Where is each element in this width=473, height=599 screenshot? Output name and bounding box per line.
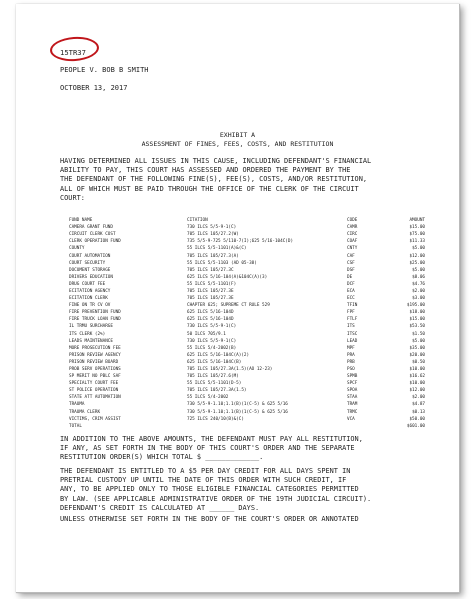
cell-fund-name: ECITATION CLERK: [69, 296, 108, 302]
cell-amount: $25.00: [409, 260, 425, 266]
cell-amount: $53.50: [409, 324, 425, 330]
case-number: 15TR37: [60, 48, 86, 57]
table-row: [69, 401, 425, 408]
exhibit-title: ASSESSMENT OF FINES, FEES, COSTS, AND RESTITUTION: [141, 140, 334, 148]
cell-citation: 730 ILCS 5/5-9-1(C): [187, 324, 237, 330]
cell-code: FPF: [347, 310, 355, 316]
restitution-paragraph: IN ADDITION TO THE ABOVE AMOUNTS, THE DEFENDANT MUST PAY ALL RESTITUTION, IF ANY, AS SET FORTH IN THE BODY OF THIS COURT'S ORDER AND THE SEPARATE RESTITUTION ORDER(S) WHICH TOTAL $ _____________.: [60, 435, 363, 462]
cell-fund-name: COURT SECURITY: [69, 260, 106, 266]
cell-code: ITS: [347, 324, 355, 330]
cell-amount: $18.00: [409, 310, 425, 316]
cell-citation: 705 ILCS 105/27.3E: [187, 288, 234, 294]
fees-table-body: [69, 224, 425, 430]
cell-citation: 705 ILCS 105/27.3A(1.5)(AO 12-23): [187, 367, 273, 373]
cell-fund-name: FIRE TRUCK LOAN FUND: [69, 317, 121, 323]
cell-code: MPF: [347, 345, 355, 351]
table-row: [69, 366, 425, 373]
cell-code: SPCF: [347, 381, 358, 387]
cell-fund-name: SP MERIT NO PBLC SAF: [69, 374, 121, 380]
cell-citation: CHAPTER 625; SUPREME CT RULE 529: [187, 303, 270, 309]
table-row: [69, 387, 425, 394]
cell-code: SPOA: [347, 388, 358, 394]
cell-amount: $20.00: [409, 352, 425, 358]
cell-fund-name: PRISON REVIEW AGENCY: [69, 352, 121, 358]
table-row: [69, 245, 425, 252]
cell-citation: 55 ILCS 5/5-1103 (AD 05-38): [187, 260, 257, 266]
table-row: [69, 238, 425, 245]
cell-fund-name: LEADS MAINTENANCE: [69, 338, 113, 344]
cell-fund-name: ECITATION AGENCY: [69, 288, 111, 294]
cell-code: SPMB: [347, 374, 358, 380]
cell-fund-name: IL TRMU SURCHARGE: [69, 324, 113, 330]
cell-code: TFIN: [347, 303, 358, 309]
cell-citation: 55 ILCS 5/5-1101(D-5): [187, 381, 242, 387]
cell-fund-name: FINE ON TR CV OV: [69, 303, 111, 309]
people-line: PEOPLE V. BOB B SMITH: [60, 66, 149, 74]
table-header-row: [69, 217, 425, 224]
table-row: [69, 224, 425, 231]
cell-amount: $15.00: [409, 317, 425, 323]
cell-amount: $10.00: [409, 381, 425, 387]
cell-citation: 705 ILCS 105/27.3E: [187, 296, 234, 302]
cell-code: PRB: [347, 359, 355, 365]
cell-citation: 730 5/5-9-1.10;1.1(B)(1(C-5) & 625 5/16: [187, 402, 288, 408]
cell-code: PSO: [347, 367, 355, 373]
cell-amount: $35.00: [409, 345, 425, 351]
cell-citation: 705 ILCS 105/27.2(W): [187, 232, 239, 238]
cell-code: TRMC: [347, 409, 358, 415]
table-row: [69, 323, 425, 330]
cell-citation: 735 5/5-9-725 5/110-7(I);625 5/16-104C(D): [187, 239, 294, 245]
cell-citation: 55 ILCS 5/4-2002: [187, 395, 229, 401]
cell-amount: $15.00: [409, 225, 425, 231]
cell-fund-name: CLERK OPERATION FUND: [69, 239, 121, 245]
cell-fund-name: CIRCUIT CLERK COST: [69, 232, 116, 238]
cell-citation: 55 ILCS 5/4-2002(B): [187, 345, 237, 351]
cell-code: VCA: [347, 416, 355, 422]
table-row: [69, 231, 425, 238]
intro-paragraph: HAVING DETERMINED ALL ISSUES IN THIS CAUSE, INCLUDING DEFENDANT'S FINANCIAL ABILITY TO PAY, THIS COURT HAS ASSESSED AND ORDERED THE PAYMENT BY THE THE DEFENDANT OF THE FOLLOWING FINE(S), FEE(S), COSTS, AND/OR RESTITUTION, ALL OF WHICH MUST BE PAID THROUGH THE OFFICE OF THE CLERK OF THE CIRCUIT COURT:: [60, 157, 372, 202]
cell-code: DSF: [347, 267, 355, 273]
cell-citation: 730 ILCS 5/5-9-1(C): [187, 225, 237, 231]
header-citation: CITATION: [187, 218, 208, 224]
cell-amount: $50.00: [409, 416, 425, 422]
cell-code: TRAM: [347, 402, 358, 408]
table-row: [69, 252, 425, 259]
cell-amount: $10.00: [409, 367, 425, 373]
cell-fund-name: VICTIMS, CRIM ASSIST: [69, 416, 121, 422]
cell-amount: $5.00: [412, 267, 425, 273]
table-row: [69, 295, 425, 302]
cell-citation: 625 ILCS 5/16-104C(B): [187, 359, 242, 365]
cell-amount: $1.50: [412, 331, 425, 337]
cell-fund-name: TOTAL: [69, 423, 82, 429]
cell-code: ECA: [347, 288, 355, 294]
cell-amount: $4.76: [412, 281, 425, 287]
cell-code: PRA: [347, 352, 355, 358]
cell-fund-name: COUNTY: [69, 246, 85, 252]
cell-amount: $2.00: [412, 288, 425, 294]
header-amount: AMOUNT: [409, 218, 425, 224]
cell-fund-name: TRAUMA: [69, 402, 85, 408]
cell-code: STAA: [347, 395, 358, 401]
cell-amount: $195.00: [406, 303, 425, 309]
cell-citation: 625 ILCS 5/16-104(A)&104C(A)(3): [187, 274, 268, 280]
table-row: [69, 373, 425, 380]
cell-citation: 725 ILCS 240/10(B)&(C): [187, 416, 244, 422]
cell-amount: $0.50: [412, 359, 425, 365]
table-row: [69, 409, 425, 416]
cell-code: COAF: [347, 239, 358, 245]
table-row: [69, 267, 425, 274]
table-row: [69, 394, 425, 401]
table-row: [69, 309, 425, 316]
cell-fund-name: DOCUMENT STORAGE: [69, 267, 111, 273]
cell-amount: $12.00: [409, 253, 425, 259]
table-row: [69, 331, 425, 338]
cell-fund-name: ITS CLERK (2%): [69, 331, 106, 337]
cell-citation: 625 ILCS 5/16-104D: [187, 317, 234, 323]
cell-code: CAMR: [347, 225, 358, 231]
cell-amount: $4.87: [412, 402, 425, 408]
cell-code: ECC: [347, 296, 355, 302]
credit-paragraph: THE DEFENDANT IS ENTITLED TO A $5 PER DAY CREDIT FOR ALL DAYS SPENT IN PRETRIAL CUSTODY UP UNTIL THE DATE OF THIS ORDER WITH SUCH CREDIT, IF ANY, TO BE APPLIED ONLY TO THOSE ELIGIBLE FINANCIAL CATEGORIES PERMITTED BY LAW. (SEE APPLICABLE ADMINISTRATIVE ORDER OF THE 19TH JUDICIAL CIRCUIT). DEFENDANT'S CREDIT IS CALCULATED AT ______ DAYS.: [60, 467, 372, 512]
cell-fund-name: PROB SERV OPERATIONS: [69, 367, 121, 373]
table-row: [69, 345, 425, 352]
cell-code: CNTY: [347, 246, 358, 252]
cell-amount: $3.00: [412, 296, 425, 302]
cell-code: LEAD: [347, 338, 358, 344]
header-code: CODE: [347, 218, 358, 224]
cell-citation: 705 ILCS 105/27.3(A): [187, 253, 239, 259]
cell-citation: 705 ILCS 105/27.6(M): [187, 374, 239, 380]
cell-fund-name: DRIVERS EDUCATION: [69, 274, 113, 280]
table-row: [69, 380, 425, 387]
table-row: [69, 274, 425, 281]
cell-amount: $75.00: [409, 232, 425, 238]
cell-amount: $601.00: [406, 423, 425, 429]
table-row: [69, 302, 425, 309]
table-row: [69, 416, 425, 423]
table-row: [69, 338, 425, 345]
header-fund-name: FUND NAME: [69, 218, 93, 224]
cell-amount: $2.00: [412, 395, 425, 401]
cell-citation: 55 ILCS 5/5-1101(F): [187, 281, 237, 287]
cell-citation: 730 ILCS 5/5-9-1(C): [187, 338, 237, 344]
order-date: OCTOBER 13, 2017: [60, 84, 128, 92]
cell-amount: $11.33: [409, 239, 425, 245]
table-row: [69, 316, 425, 323]
table-row: [69, 288, 425, 295]
cell-amount: $16.62: [409, 374, 425, 380]
cell-fund-name: TRAUMA CLERK: [69, 409, 101, 415]
cell-code: CIRC: [347, 232, 358, 238]
cell-fund-name: COURT AUTOMATION: [69, 253, 111, 259]
cell-fund-name: MORE PROSECUTION FEE: [69, 345, 121, 351]
cell-fund-name: DRUG COURT FEE: [69, 281, 106, 287]
cell-citation: 625 ILCS 5/16-104C(A)(2): [187, 352, 250, 358]
cell-code: CAF: [347, 253, 355, 259]
cell-amount: $5.00: [412, 338, 425, 344]
cell-fund-name: FIRE PREVENTION FUND: [69, 310, 121, 316]
cell-citation: 705 ILCS 105/27.3A(1.5): [187, 388, 247, 394]
table-row: [69, 359, 425, 366]
cell-citation: 625 ILCS 5/16-104D: [187, 310, 234, 316]
cell-code: ITSC: [347, 331, 358, 337]
cell-code: CSF: [347, 260, 355, 266]
cell-fund-name: PRISON REVIEW BOARD: [69, 359, 119, 365]
cell-code: FTLF: [347, 317, 358, 323]
document-page: [16, 4, 460, 593]
cell-fund-name: CAMERA GRANT FUND: [69, 225, 113, 231]
fees-table: [69, 217, 425, 430]
cell-amount: $5.00: [412, 246, 425, 252]
cell-amount: $12.00: [409, 388, 425, 394]
table-row: [69, 281, 425, 288]
cell-fund-name: ST POLICE OPERATION: [69, 388, 119, 394]
cell-citation: 55 ILCS 5/5-1101(A)&(C): [187, 246, 247, 252]
cell-code: DCF: [347, 281, 355, 287]
cell-code: [347, 423, 387, 430]
cell-citation: 50 ILCS 705/9.1: [187, 331, 226, 337]
cell-code: DE: [347, 274, 353, 280]
table-row: [69, 260, 425, 267]
exhibit-label: EXHIBIT A: [219, 131, 256, 139]
cell-fund-name: SPECIALTY COURT FEE: [69, 381, 119, 387]
cell-citation: 730 5/5-9-1.10;1.1(B)(1(C-5) & 625 5/16: [187, 409, 288, 415]
cell-amount: $0.13: [412, 409, 425, 415]
cell-amount: $8.06: [412, 274, 425, 280]
cell-fund-name: STATE ATT AUTOMATION: [69, 395, 121, 401]
table-row: [69, 423, 425, 430]
cell-citation: [187, 423, 347, 430]
table-row: [69, 352, 425, 359]
closing-line: UNLESS OTHERWISE SET FORTH IN THE BODY OF THE COURT'S ORDER OR ANNOTATED: [60, 515, 359, 523]
cell-citation: 705 ILCS 105/27.3C: [187, 267, 234, 273]
